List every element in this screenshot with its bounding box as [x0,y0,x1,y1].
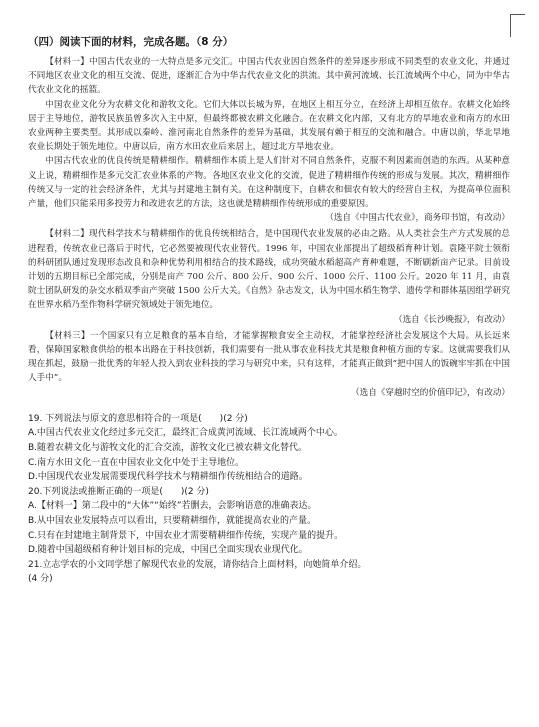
question-stem: 20.下列说法或推断正确的一项是( )(2 分) [28,486,209,497]
option-c: C.南方水田文化一直在中国农业文化中处于主导地位。 [28,457,245,468]
option-c: C.只有在封建地主制背景下，中国农业才需要精耕细作传统，实现产量的提升。 [28,530,344,541]
material-three [28,329,510,400]
option-b: B.从中国农业发展特点可以看出，只要精耕细作，就能提高农业的产量。 [28,516,317,527]
material-three-source: （选自《穿越时空的价值印记》，有改动） [351,387,510,398]
question-20 [28,485,510,558]
question-stem: 21.立志学农的小文同学想了解现代农业的发展，请你结合上面材料，向她简单介绍。 [28,559,367,570]
option-b: B.随着农耕文化与游牧文化的汇合交流，游牧文化已被农耕文化替代。 [28,443,308,454]
question-stem: 19. 下列说法与原文的意思相符合的一项是( )(2 分) [28,413,248,424]
material-one-source: （选自《中国古代农业》，商务印书馆，有改动） [325,213,510,224]
option-d: D.随着中国超级稻育种计划目标的完成，中国已全面实现农业现代化。 [28,545,308,556]
material-one-para-3: 中国古代农业的优良传统是精耕细作。精耕细作本质上是人们针对不同自然条件，克服不利因素而创造的东西。从某种意义上说，精耕细作是多元交汇农业体系的产物。各地区农业文化的交流，促进了精耕细作传统的形成与发展。其次，精耕细作传统又与一定的社会经济条件，尤其与封建地主制有关。在这种制度下，自耕农和佃农有较大的经营自主权，为提高单位面积产量，他们只能采用多投劳力和改进农艺的方法，这也就是精耕细作传统形成的重要原因。 [28,156,510,210]
option-a: A.【材料一】第二段中的“大体”“始终”若删去，会影响语意的准确表达。 [28,501,317,512]
material-one [28,55,510,225]
question-21 [28,558,510,587]
material-two-source: （选自《长沙晚报》，有改动） [393,314,510,325]
material-one-para-1: 【材料一】中国古代农业的一大特点是多元交汇。中国古代农业因自然条件的差异逐步形成不同类型的农业文化，并通过不同地区农业文化的相互交流、促进，逐渐汇合为中华古代农业文化的洪流。其中黄河流域、长江流域两个中心，同为中华古代农业文化的摇篮。 [28,57,510,96]
question-score: (4 分) [28,574,53,585]
material-three-para-1: 【材料三】一个国家只有立足粮食的基本自给，才能掌握粮食安全主动权，才能掌控经济社会发展这个大局。从长远来看，保障国家粮食供给的根本出路在于科技创新，我们需要有一批从事农业科技尤其是粮食种植方面的专家。这就需要我们从现在抓起，鼓励一批优秀的年轻人投入到农业科技的学习与研究中来，只有这样，才能真正做到“把中国人的饭碗牢牢抓在中国人手中”。 [28,330,510,384]
option-a: A.中国古代农业文化经过多元交汇，最终汇合成黄河流域、长江流域两个中心。 [28,428,343,439]
question-list [28,412,510,587]
material-two [28,227,510,326]
material-two-para-1: 【材料二】现代科学技术与精耕细作的优良传统相结合，是中国现代农业发展的必由之路。从人类社会生产方式发展的总进程看，传统农业已落后于时代，它必然要被现代农业替代。1996 年，中国农业部提出了超级稻育种计划。袁隆平院士领衔的科研团队通过发现形态改良和杂种优势利用相结合的技术路线，成功突破水稻超高产育种难题，不断刷新亩产记录。目前设计划的五期目标已全部完成，分别是亩产 700 公斤、800 公斤、900 公斤、1000 公斤、1100 公斤。2020 年 11 月，由袁院士团队研发的杂交水稻双季亩产突破 1500 公斤大关。《自然》杂志发文，认为中国水稻生物学、遗传学和群体基因组学研究在世界水稻乃至作物科学研究领域处于领先地位。 [28,229,510,311]
section-title: （四）阅读下面的材料，完成各题。（8 分） [28,36,234,48]
material-one-para-2: 中国农业文化分为农耕文化和游牧文化。它们大体以长城为界，在地区上相互分立，在经济上却相互依存。农耕文化始终居于主导地位，游牧民族虽曾多次入主中原，但最终都被农耕文化融合。在农耕文化内部，又有北方的旱地农业和南方的水田农业两种主要类型。其形成以秦岭、淮河南北自然条件的差异为基础，其发展有赖于相互的交流和融合。中唐以前，华北旱地农业长期处于领先地位。中唐以后，南方水田农业后来居上，超过北方旱地农业。 [28,99,510,153]
question-19 [28,412,510,485]
option-d: D.中国现代农业发展需要现代科学技术与精耕细作传统相结合的道路。 [28,472,308,483]
page-corner-mark [510,14,525,37]
exam-page [28,34,510,587]
